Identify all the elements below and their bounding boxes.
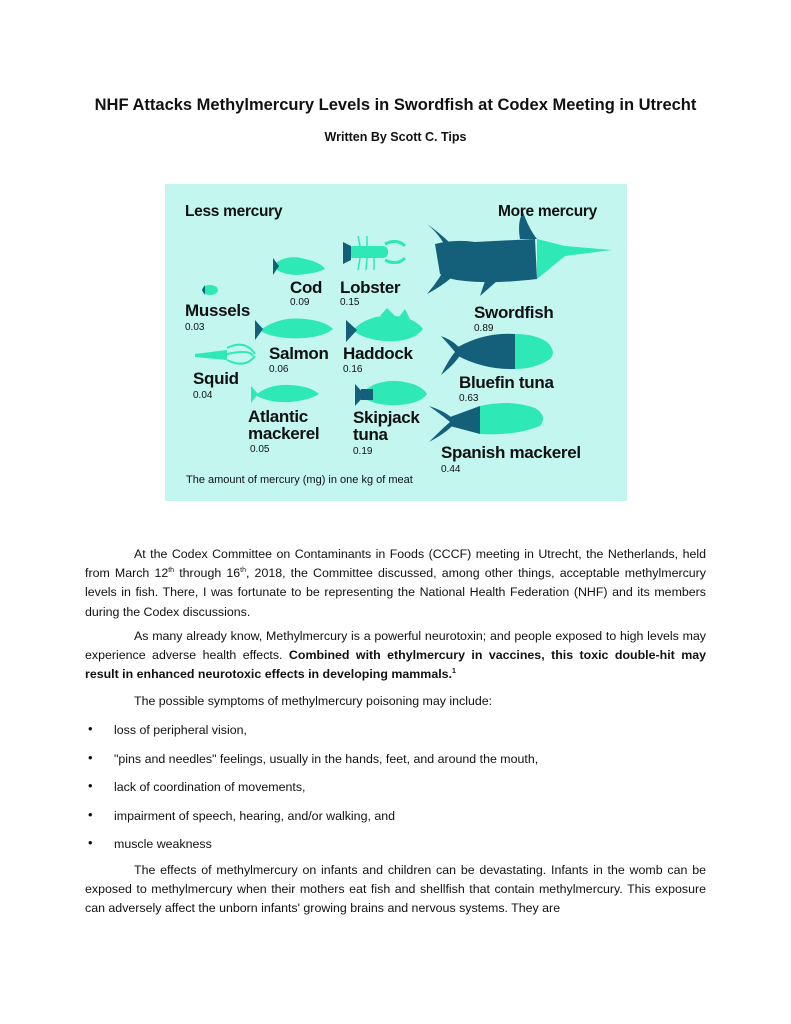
salmon-icon — [255, 318, 333, 340]
bullet-icon: • — [88, 806, 93, 822]
spanish-mackerel-icon — [429, 403, 543, 442]
bluefin-tuna-label: Bluefin tuna — [459, 373, 554, 392]
cod-label: Cod — [290, 278, 323, 297]
bluefin-tuna-value: 0.63 — [459, 393, 479, 404]
mussel-icon — [202, 285, 218, 295]
skipjack-tuna-label-line2: tuna — [353, 425, 388, 444]
mercury-infographic — [165, 184, 627, 501]
atlantic-mackerel-icon — [251, 385, 319, 403]
cod-icon — [273, 257, 325, 275]
paragraph-4: The effects of methylmercury on infants and children can be devastating. Infants in the womb can be exposed to methylmercury when their mothers eat fish and shellfish that contain methylmercury. This exposure can adversely affect the unborn infants' growing brains and nervous systems. They are — [85, 863, 706, 916]
skipjack-tuna-icon — [355, 381, 427, 406]
squid-value: 0.04 — [193, 390, 213, 401]
bullet-icon: • — [88, 835, 93, 850]
more-mercury-label: More mercury — [498, 203, 597, 220]
salmon-label: Salmon — [269, 344, 329, 363]
haddock-icon — [346, 308, 423, 342]
emphasis-text: Combined with ethylmercury in vaccines, this toxic double-hit may result in enhanced neurotoxic effects in developing mammals.$^1$ — [85, 648, 706, 682]
list-item: • impairment of speech, hearing, and/or walking, and — [88, 806, 396, 823]
salmon-value: 0.06 — [269, 364, 289, 375]
figure-caption: The amount of mercury (mg) in one kg of meat — [186, 474, 413, 486]
cod-value: 0.09 — [290, 297, 310, 308]
skipjack-tuna-label-line1: Skipjack — [353, 408, 420, 427]
atlantic-mackerel-value: 0.05 — [250, 444, 270, 455]
article-byline: Written By Scott C. Tips — [324, 130, 467, 144]
skipjack-tuna-value: 0.19 — [353, 446, 373, 457]
atlantic-mackerel-label-line1: Atlantic — [248, 407, 308, 426]
spanish-mackerel-value: 0.44 — [441, 464, 461, 475]
squid-label: Squid — [193, 369, 239, 388]
list-item: • lack of coordination of movements, — [88, 778, 306, 794]
swordfish-icon — [427, 212, 612, 296]
mussels-label: Mussels — [185, 301, 250, 320]
footnote-ref[interactable]: 1 — [452, 668, 456, 676]
list-item: • loss of peripheral vision, — [88, 721, 247, 737]
paragraph-2: As many already know, Methylmercury is a powerful neurotoxin; and people exposed to high levels may experience adverse health effects. Combined with ethylmercury in vaccines, this toxic double-hit may result in enhanced neurotoxic effects in developing mammals.$^1$ — [85, 629, 706, 682]
mussels-value: 0.03 — [185, 322, 205, 333]
list-item: • "pins and needles" feelings, usually in the hands, feet, and around the mouth, — [88, 749, 539, 766]
bluefin-tuna-icon — [441, 334, 553, 375]
haddock-label: Haddock — [343, 344, 413, 363]
bullet-icon: • — [88, 721, 93, 736]
symptoms-list — [85, 721, 706, 864]
swordfish-value: 0.89 — [474, 323, 494, 334]
bullet-icon: • — [88, 778, 93, 793]
paragraph-1: At the Codex Committee on Contaminants in Foods (CCCF) meeting in Utrecht, the Netherlands, held from March 12th through 16th, 2018, the Committee discussed, among other things, acceptable methylmercury levels in fish. There, I was fortunate to be representing the National Health Federation (NHF) and its members during the Codex discussions. — [85, 547, 706, 619]
less-mercury-label: Less mercury — [185, 203, 283, 220]
lobster-value: 0.15 — [340, 297, 360, 308]
bullet-icon: • — [88, 749, 93, 765]
list-item: • muscle weakness — [88, 835, 212, 851]
paragraph-3: The possible symptoms of methylmercury poisoning may include: — [134, 694, 493, 708]
swordfish-label: Swordfish — [474, 303, 554, 322]
lobster-label: Lobster — [340, 278, 401, 297]
lobster-icon — [343, 236, 405, 270]
haddock-value: 0.16 — [343, 364, 363, 375]
squid-icon — [195, 345, 255, 364]
atlantic-mackerel-label-line2: mackerel — [248, 424, 320, 443]
article-title: NHF Attacks Methylmercury Levels in Swordfish at Codex Meeting in Utrecht — [94, 96, 697, 114]
spanish-mackerel-label: Spanish mackerel — [441, 443, 581, 462]
